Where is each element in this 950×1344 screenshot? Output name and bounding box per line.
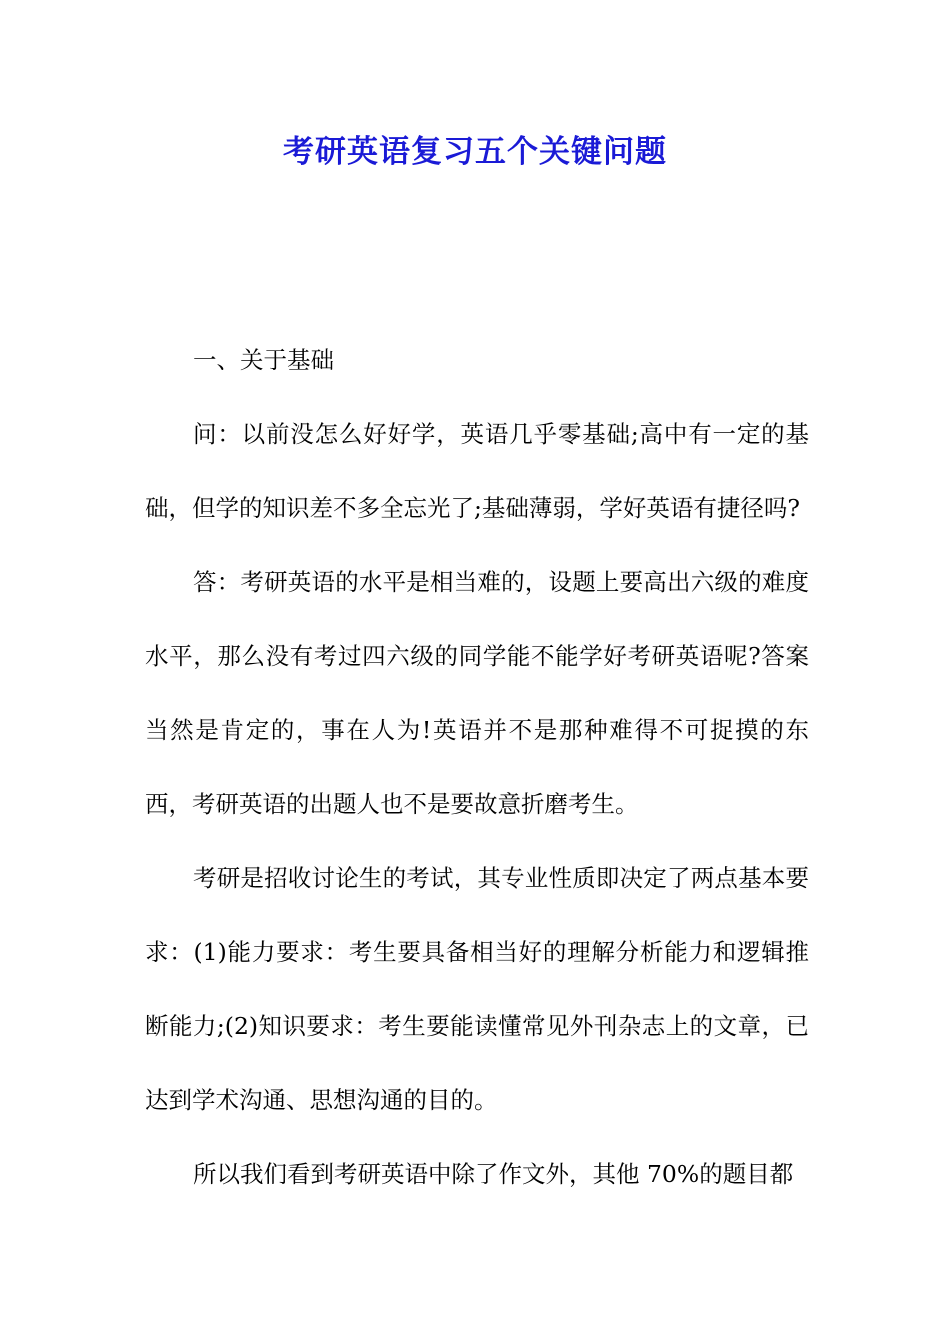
document-body (145, 397, 809, 1211)
paragraph-conclusion: 所以我们看到考研英语中除了作文外，其他 70%的题目都 (193, 1160, 794, 1188)
document-title: 考研英语复习五个关键问题 (283, 134, 667, 170)
paragraph-question: 问：以前没怎么好好学，英语几乎零基础;高中有一定的基础，但学的知识差不多全忘光了;基础薄弱，学好英语有捷径吗? (145, 420, 809, 522)
paragraph-answer: 答：考研英语的水平是相当难的，设题上要高出六级的难度水平，那么没有考过四六级的同学能不能学好考研英语呢?答案当然是肯定的，事在人为!英语并不是那种难得不可捉摸的东西，考研英语的出题人也不是要故意折磨考生。 (145, 568, 809, 818)
paragraph-requirements: 考研是招收讨论生的考试，其专业性质即决定了两点基本要求：(1)能力要求：考生要具备相当好的理解分析能力和逻辑推断能力;(2)知识要求：考生要能读懂常见外刊杂志上的文章，已达到学术沟通、思想沟通的目的。 (145, 864, 809, 1114)
section-heading: 一、关于基础 (193, 346, 334, 374)
